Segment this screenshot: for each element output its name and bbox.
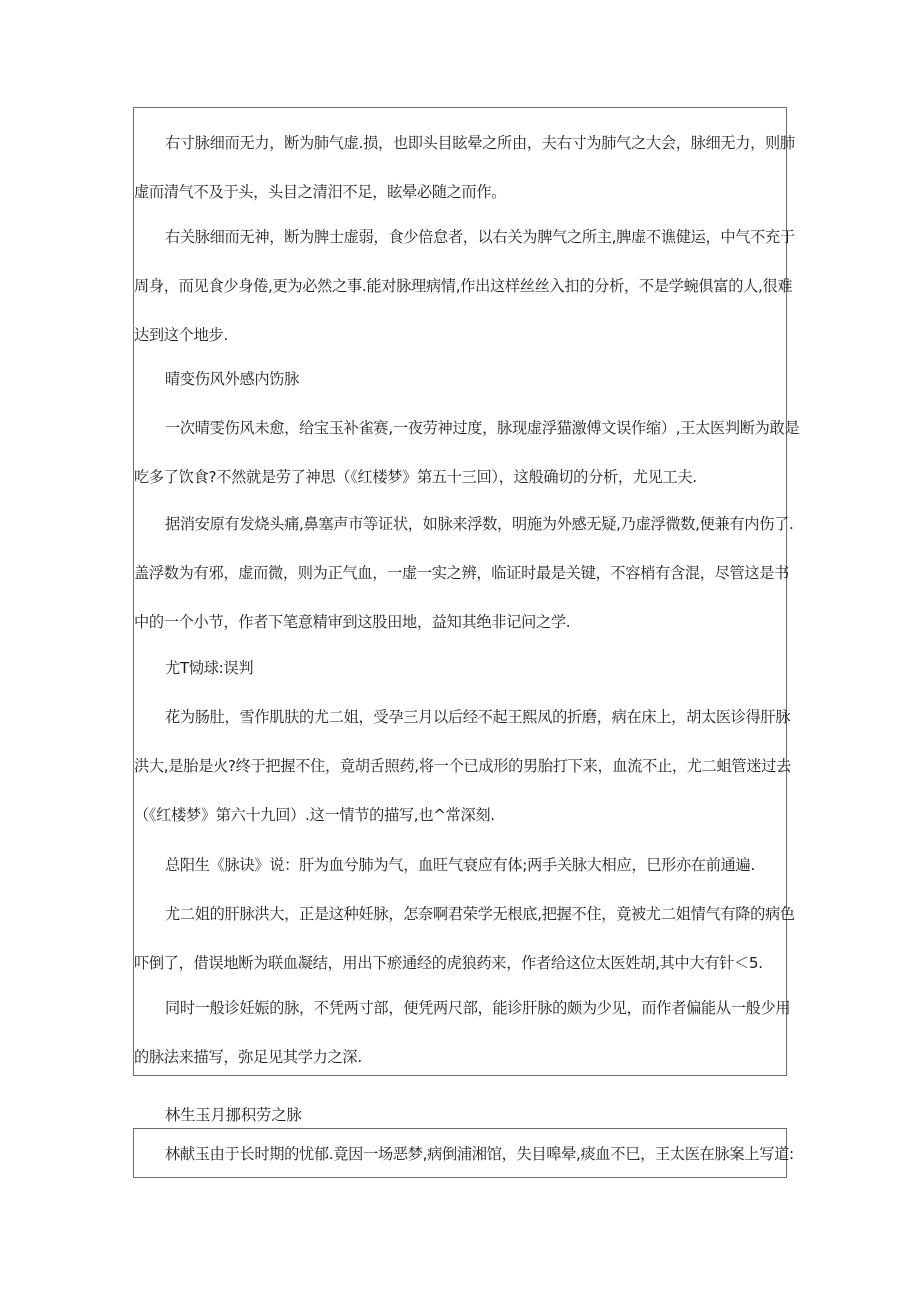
paragraph bbox=[134, 1130, 794, 1179]
paragraph bbox=[134, 500, 794, 647]
paragraph bbox=[134, 404, 800, 502]
paragraph bbox=[134, 890, 795, 988]
text-table-box bbox=[133, 107, 800, 1076]
text-line: 虚而清气不及于头，头目之清汨不足，眩晕必随之而作。 bbox=[134, 183, 507, 201]
text-line: 右关脉细而无神，断为脾士虚弱，食少倍怠者，以右关为脾气之所主,脾虚不谯健运，中气不充于 bbox=[165, 228, 795, 246]
text-line: 据消安原有发烧头痛,鼻塞声市等证状，如脉来浮数，明施为外感无疑,乃虚浮微数,便兼有内伤了. bbox=[165, 515, 794, 533]
section-heading: 林生玉月挪积劳之脉 bbox=[165, 1106, 302, 1124]
text-line: 盖浮数为有邪，虚而微，则为正气血，一虚一实之辨，临证时最是关键，不容梢有含混，尽管这是书 bbox=[134, 564, 790, 582]
text-line: 的脉法来描写，弥足见其学力之深. bbox=[134, 1048, 362, 1066]
text-line: 尤二姐的肝脉洪大，正是这种妊脉，怎奈啊君荣学无根底,把握不住，竟被尤二姐情气有降的病色 bbox=[165, 905, 795, 923]
text-line: 吃多了饮食?不然就是劳了神思（《红楼梦》第五十三回），这般确切的分析，尤见工夫. bbox=[134, 468, 697, 486]
text-line: 吓倒了，借误地断为联血凝结，用出下瘀通经的虎狼药来，作者给这位太医姓胡,其中大有针＜5. bbox=[134, 954, 763, 972]
text-line: 林献玉由于长时期的忧郁.竟因一场恶梦,病倒浦湘馆，失目嗥晕,痰血不巳，王太医在脉案上写道: bbox=[165, 1145, 794, 1163]
text-line: 一次晴雯伤风未愈，给宝玉补雀赛,一夜劳神过度，脉现虚浮猫激傅文误作缩）,王太医判断为敢是 bbox=[165, 419, 800, 437]
section-title bbox=[134, 355, 788, 404]
text-table-box bbox=[133, 1128, 794, 1178]
paragraph bbox=[134, 984, 791, 1082]
text-line: 洪大,是胎是火?终于把握不住，竟胡舌照药,将一个已成形的男胎打下来，血流不止，尤二蛆管迷过去 bbox=[134, 757, 791, 775]
paragraph bbox=[134, 119, 795, 217]
text-line: 达到这个地步. bbox=[134, 326, 228, 344]
text-line: （《红楼梦》第六十九回）.这一情节的描写,也^常深刻. bbox=[134, 806, 495, 824]
text-line: 尤T恸球:误判 bbox=[165, 659, 254, 677]
text-line: 同时一般诊妊娠的脉，不凭两寸部，便凭两尺部，能诊肝脉的颇为少见，而作者偏能从一般少用 bbox=[165, 999, 791, 1017]
text-line: 右寸脉细而无力，断为肺气虚.损，也即头目眩晕之所由，夫右寸为肺气之大会，脉细无力，则肺 bbox=[165, 134, 795, 152]
text-line: 周身，而见食少身倦,更为必然之事.能对脉理病情,作出这样丝丝入扣的分析，不是学蜿俱富的人,很难 bbox=[134, 277, 793, 295]
paragraph bbox=[134, 841, 788, 890]
paragraph bbox=[134, 693, 791, 840]
text-line: 中的一个小节，作者下笔意精审到这股田地，益知其绝非记问之学. bbox=[134, 613, 571, 631]
text-line: 总阳生《脉诀》说：肝为血兮肺为气，血旺气衰应有体;两手关脉大相应，巳形亦在前通遍. bbox=[165, 856, 755, 874]
text-line: 晴变伤风外感内饬脉 bbox=[165, 370, 299, 388]
paragraph bbox=[134, 213, 795, 360]
section-title bbox=[134, 644, 788, 693]
text-line: 花为肠肚，雪作肌肤的尤二姐，受孕三月以后经不起王熙凤的折磨，病在床上，胡太医诊得肝脉 bbox=[165, 708, 791, 726]
